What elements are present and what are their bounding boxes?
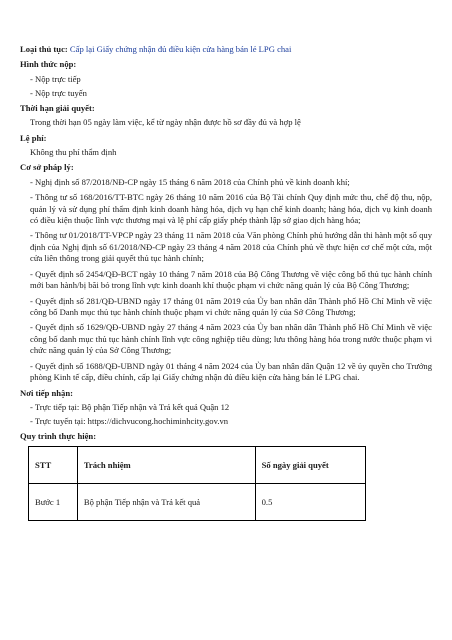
legal-basis-item: - Quyết định số 1688/QĐ-UBND ngày 01 tháng 4 năm 2024 của Ủy ban nhân dân Quận 12 về ủy quyền cho Trưởng phòng Kinh tế cấp, điều chỉnh, cấp lại Giấy chứng nhận đủ điều kiện cửa hàng bán lẻ LPG chai.: [30, 360, 432, 383]
procedure-label: Loại thủ tục:: [20, 44, 68, 54]
procedure-line: [20, 44, 432, 55]
receiving-heading: Nơi tiếp nhận:: [20, 387, 73, 398]
submission-item: - Nộp trực tiếp: [30, 73, 81, 84]
table-header-row: [29, 447, 366, 484]
table-cell-responsibility: Bộ phận Tiếp nhận và Trả kết quả: [77, 484, 255, 521]
column-header-responsibility: Trách nhiệm: [77, 447, 255, 484]
procedure-title: Cấp lại Giấy chứng nhận đủ điều kiện cửa hàng bán lẻ LPG chai: [69, 44, 292, 54]
submission-item: - Nộp trực tuyến: [30, 88, 87, 99]
legal-basis-heading: Cơ sở pháp lý:: [20, 162, 74, 173]
legal-basis-item: - Nghị định số 87/2018/NĐ-CP ngày 15 tháng 6 năm 2018 của Chính phủ về kinh doanh khí;: [30, 176, 350, 187]
fee-text: Không thu phí thẩm định: [30, 146, 117, 157]
submission-heading: Hình thức nộp:: [20, 59, 77, 70]
table-cell-step: Bước 1: [29, 484, 78, 521]
process-table: [28, 446, 366, 521]
deadline-heading: Thời hạn giải quyết:: [20, 102, 95, 113]
process-heading: Quy trình thực hiện:: [20, 430, 97, 441]
deadline-text: Trong thời hạn 05 ngày làm việc, kể từ ngày nhận được hồ sơ đầy đủ và hợp lệ: [30, 117, 301, 128]
receiving-item: - Trực tiếp tại: Bộ phận Tiếp nhận và Trả kết quả Quận 12: [30, 401, 230, 412]
legal-basis-item: - Quyết định số 281/QĐ-UBND ngày 17 tháng 01 năm 2019 của Ủy ban nhân dân Thành phố Hồ Chí Minh về việc công bố Danh mục thủ tục hành chính thuộc phạm vi chức năng quản lý của Sở Công Thương;: [30, 295, 432, 318]
table-row: [29, 484, 366, 521]
legal-basis-item: - Thông tư số 168/2016/TT-BTC ngày 26 tháng 10 năm 2016 của Bộ Tài chính Quy định mức thu, chế độ thu, nộp, quản lý và sử dụng phí thẩm định kinh doanh hàng hóa, dịch vụ hạn chế kinh doanh; hàng hóa, dịch vụ kinh doanh có điều kiện thuộc lĩnh vực thương mại và lệ phí cấp giấy phép thành lập sở giao dịch hàng hóa;: [30, 192, 432, 226]
column-header-stt: STT: [29, 447, 78, 484]
legal-basis-item: - Quyết định số 1629/QĐ-UBND ngày 27 tháng 4 năm 2023 của Ủy ban nhân dân Thành phố Hồ Chí Minh về việc công bố danh mục thủ tục hành chính lĩnh vực công nghiệp tiêu dùng; lưu thông hàng hóa trong nước thuộc phạm vi chức năng quản lý của Sở Công Thương;: [30, 322, 432, 356]
legal-basis-item: - Thông tư 01/2018/TT-VPCP ngày 23 tháng 11 năm 2018 của Văn phòng Chính phủ hướng dẫn thi hành một số quy định của Nghị định số 61/2018/NĐ-CP ngày 23 tháng 4 năm 2018 của Chính phủ về thực hiện cơ chế một cửa, một cửa liên thông trong giải quyết thủ tục hành chính;: [30, 230, 432, 264]
receiving-item: - Trực tuyến tại: https://dichvucong.hochiminhcity.gov.vn: [30, 416, 229, 427]
legal-basis-item: - Quyết định số 2454/QĐ-BCT ngày 10 tháng 7 năm 2018 của Bộ Công Thương về việc công bố thủ tục hành chính mới ban hành/bị bãi bỏ trong lĩnh vực kinh doanh khí thuộc phạm vi chức năng quản lý của Bộ Công Thương;: [30, 268, 432, 291]
fee-heading: Lệ phí:: [20, 132, 47, 143]
column-header-days: Số ngày giải quyết: [255, 447, 365, 484]
table-cell-days: 0.5: [255, 484, 365, 521]
